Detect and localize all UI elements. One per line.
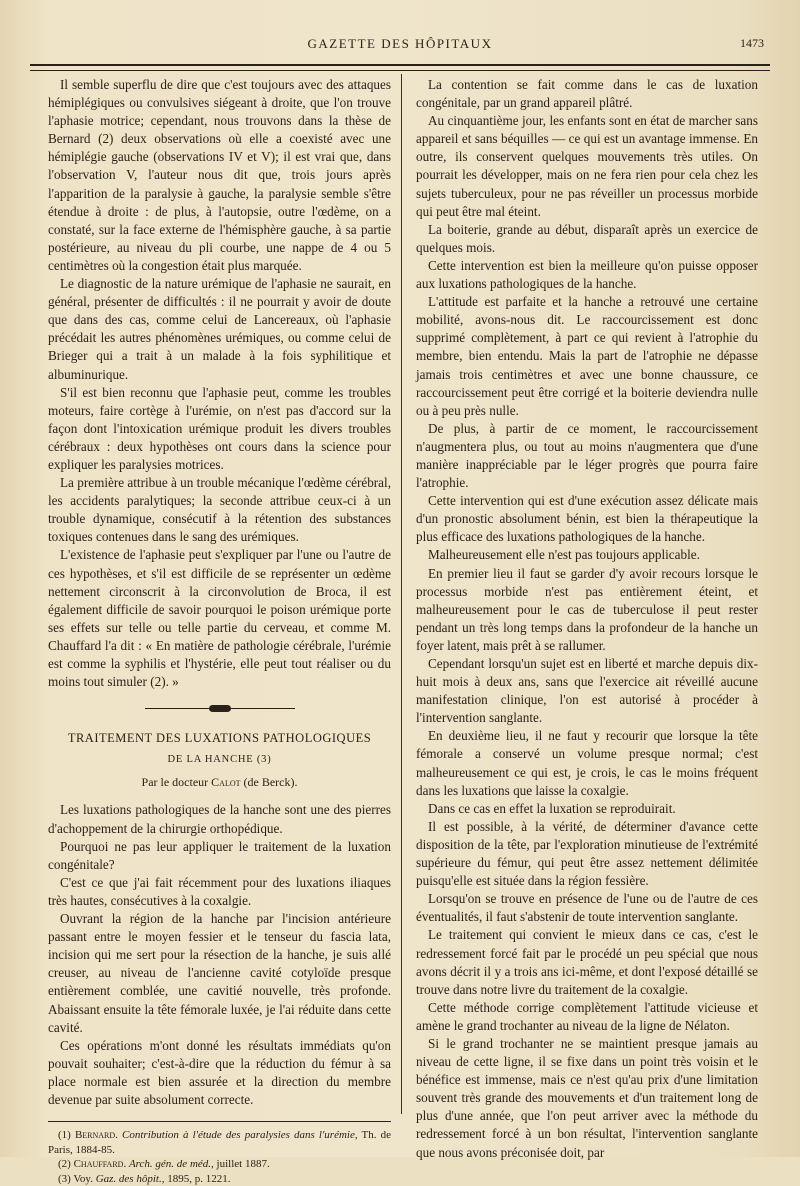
paragraph: Ouvrant la région de la hanche par l'incision antérieure passant entre le moyen fessier et le tenseur du fascia lata, incision qui me sert pour la résection de la hanche, je suis allé creuser, au niveau de l'ancienne cavité cotyloïde presque entièrement comblée, une cavitié nouvelle, très profonde. Abaissant ensuite la tête fémorale luxée, je l'ai réduite dans cette cavité.: [48, 911, 391, 1035]
paragraph: Dans ce cas en effet la luxation se reproduirait.: [428, 800, 676, 816]
paragraph: De plus, à partir de ce moment, le raccourcissement n'augmentera plus, ou tout au moins n'augmentera que d'une manière inappréciable par le léger progrès que pourra faire l'atrophie.: [416, 420, 758, 491]
section-subtitle: DE LA HANCHE (3): [167, 754, 272, 766]
paragraph: Le traitement qui convient le mieux dans ce cas, c'est le redressement forcé fait par le procédé un peu spécial que nous avons décrit il y a trois ans ici-même, et dont l'exposé détaillé se trouve dans notre livre du traitement de la coxalgie.: [416, 927, 758, 997]
paragraph: C'est ce que j'ai fait récemment pour des luxations iliaques très hautes, consécutives à la coxalgie.: [48, 874, 391, 908]
byline: [48, 773, 391, 791]
header-rule-thin: [30, 70, 770, 71]
footnote: (1) Bernard. Contribution à l'étude des paralysies dans l'urémie, Th. de Paris, 1884-85.: [48, 1129, 391, 1156]
journal-title: GAZETTE DES HÔPITAUX: [307, 36, 493, 51]
page-number: 1473: [740, 36, 764, 50]
paragraph: Il semble superflu de dire que c'est toujours avec des attaques hémiplégiques ou convulsives siégeant à droite, que l'on trouve l'aphasie motrice; cependant, nous trouvons dans la thèse de Bernard (2) deux observations où elle a coexisté avec une hémiplégie gauche (observations IV et V); il est vrai que, dans l'observation V, l'auteur nous dit que, trois jours après l'apparition de la paralysie à gauche, la paralysie semble s'être étendue à droite : de plus, à l'autopsie, outre l'œdème, on a constaté, sur la face externe de l'hémisphère gauche, à sa partie postérieure, au niveau du pli courbe, une nappe de 4 ou 5 centimètres où la congestion était plus marquée.: [48, 77, 391, 273]
paragraph: Cependant lorsqu'un sujet est en liberté et marche depuis dix-huit mois à deux ans, sans que l'exercice ait réveillé aucune manifestation clinique, l'on est autorisé à procéder à l'intervention sanglante.: [416, 656, 758, 726]
section-divider-ornament: [145, 705, 295, 713]
paragraph: Cette méthode corrige complètement l'attitude vicieuse et amène le grand trochanter au niveau de la ligne de Nélaton.: [416, 999, 758, 1033]
paragraph: La boiterie, grande au début, disparaît après un exercice de quelques mois.: [416, 221, 758, 255]
paragraph: S'il est bien reconnu que l'aphasie peut, comme les troubles moteurs, faire cortège à l'urémie, on n'est pas d'accord sur la façon dont l'intoxication urémique produit les divers troubles cérébraux : deux hypothèses ont cours dans la science pour expliquer les paralysies motrices.: [48, 384, 391, 472]
byline-suffix: (de Berck).: [243, 775, 298, 790]
left-column: [48, 76, 391, 1186]
paragraph: Ces opérations m'ont donné les résultats immédiats qu'on pouvait souhaiter; c'est-à-dire que la réduction du fémur à sa place normale est bien assurée et la direction du membre devenue par suite absolument correcte.: [48, 1037, 391, 1107]
paragraph: L'existence de l'aphasie peut s'expliquer par l'une ou l'autre de ces hypothèses, et s'il est difficile de se représenter un œdème nettement circonscrit à la circonvolution de Broca, il est également difficile de savoir pourquoi le poison urémique porte ses effets sur telle ou telle partie du cerveau, et comme M. Chauffard l'a dit : « En matière de pathologie cérébrale, l'urémie est comme la syphilis et l'hystérie, elle peut tout réaliser ou du moins tout simuler (2). »: [48, 547, 391, 690]
section-title: TRAITEMENT DES LUXATIONS PATHOLOGIQUES: [67, 731, 372, 746]
paragraph: Malheureusement elle n'est pas toujours applicable.: [428, 547, 700, 563]
paragraph: Il est possible, à la vérité, de déterminer d'avance cette disposition de la tête, par l'exploration minutieuse de l'extrémité supérieure du fémur, qui peut être assez nettement délimitée puisqu'elle est située dans la région fessière.: [416, 818, 758, 889]
paragraph: En deuxième lieu, il ne faut y recourir que lorsque la tête fémorale a conservé un volume presque normal; c'est malheureusement ce qui est, je crois, le cas le moins fréquent dans les luxations que laisse la coxalgie.: [416, 728, 758, 798]
footnote: (3) Voy. Gaz. des hôpit., 1895, p. 1221.: [58, 1172, 231, 1185]
byline-author: Calot: [211, 775, 241, 790]
footnote: (2) Chauffard. Arch. gén. de méd., juillet 1887.: [58, 1158, 270, 1171]
paragraph: Les luxations pathologiques de la hanche sont une des pierres d'achoppement de la chirurgie orthopédique.: [48, 802, 391, 836]
byline-prefix: Par le docteur: [141, 775, 209, 790]
paragraph: Le diagnostic de la nature urémique de l'aphasie ne saurait, en général, présenter de difficultés : il ne pourrait y avoir de doute que dans des cas, comme celui de Lancereaux, où l'aphasie précédait les autres phénomènes urémiques, ou comme celui de Brieger qui a trait à un malade à la fois syphilitique et albuminurique.: [48, 276, 391, 382]
paragraph: Pourquoi ne pas leur appliquer le traitement de la luxation congénitale?: [48, 838, 391, 872]
paragraph: La contention se fait comme dans le cas de luxation congénitale, par un grand appareil plâtré.: [416, 77, 758, 111]
paragraph: La première attribue à un trouble mécanique l'œdème cérébral, les accidents paralytiques; la seconde attribue ceux-ci à un trouble dynamique, consécutif à la rétention des substances toxiques contenues dans le sang des urémiques.: [48, 475, 391, 545]
header-rule-thick: [30, 64, 770, 66]
page-header: [30, 36, 770, 58]
paragraph: Cette intervention qui est d'une exécution assez délicate mais d'un pronostic absolument bénin, est bien la thérapeutique la plus efficace des luxations pathologiques de la hanche.: [416, 493, 758, 545]
paragraph: Cette intervention est bien la meilleure qu'on puisse opposer aux luxations pathologiques de la hanche.: [416, 257, 758, 292]
paragraph: Au cinquantième jour, les enfants sont en état de marcher sans appareil et sans béquilles — ce qui est un avantage immense. En outre, ils conservent quelques mouvements très utiles. On pourrait les développer, mais on ne fera rien pour cela chez les sujets tuberculeux, pour ne pas réveiller un processus morbide qui peut être mal éteint.: [416, 113, 758, 219]
paragraph: En premier lieu il faut se garder d'y avoir recours lorsque le processus morbide n'est pas entièrement éteint, et malheureusement pour le cas de tuberculose il peut rester pendant un très long temps dans la profondeur de la hanche un foyer latent, mais prêt à se rallumer.: [416, 565, 758, 653]
footnote-rule: [48, 1121, 391, 1122]
paragraph: Si le grand trochanter ne se maintient presque jamais au niveau de cette ligne, il se fixe dans un point très voisin et le bénéfice est immense, mais ce n'est qu'au prix d'une limitation souvent très grande des mouvements et d'un traitement long de plus d'une année, que l'on peut arriver avec la méthode du redressement forcé à un bon résultat, l'intervention sanglante que nous avons préconisée doit, par: [416, 1035, 758, 1160]
paragraph: L'attitude est parfaite et la hanche a retrouvé une certaine mobilité, avons-nous dit. Le raccourcissement est donc supprimé complètement, à part ce qui revient à l'atrophie du membre, bien entendu. Mais la part de l'atrophie ne dépasse jamais trois centimètres et avec une bonne chaussure, ce raccourcissement peut être corrigé et la boiterie deviendra nulle ou à peu près nulle.: [416, 294, 758, 418]
right-column: [416, 76, 758, 1162]
column-divider: [401, 74, 402, 1114]
paragraph: Lorsqu'on se trouve en présence de l'une ou de l'autre de ces éventualités, il faut s'abstenir de toute intervention sanglante.: [416, 891, 758, 925]
